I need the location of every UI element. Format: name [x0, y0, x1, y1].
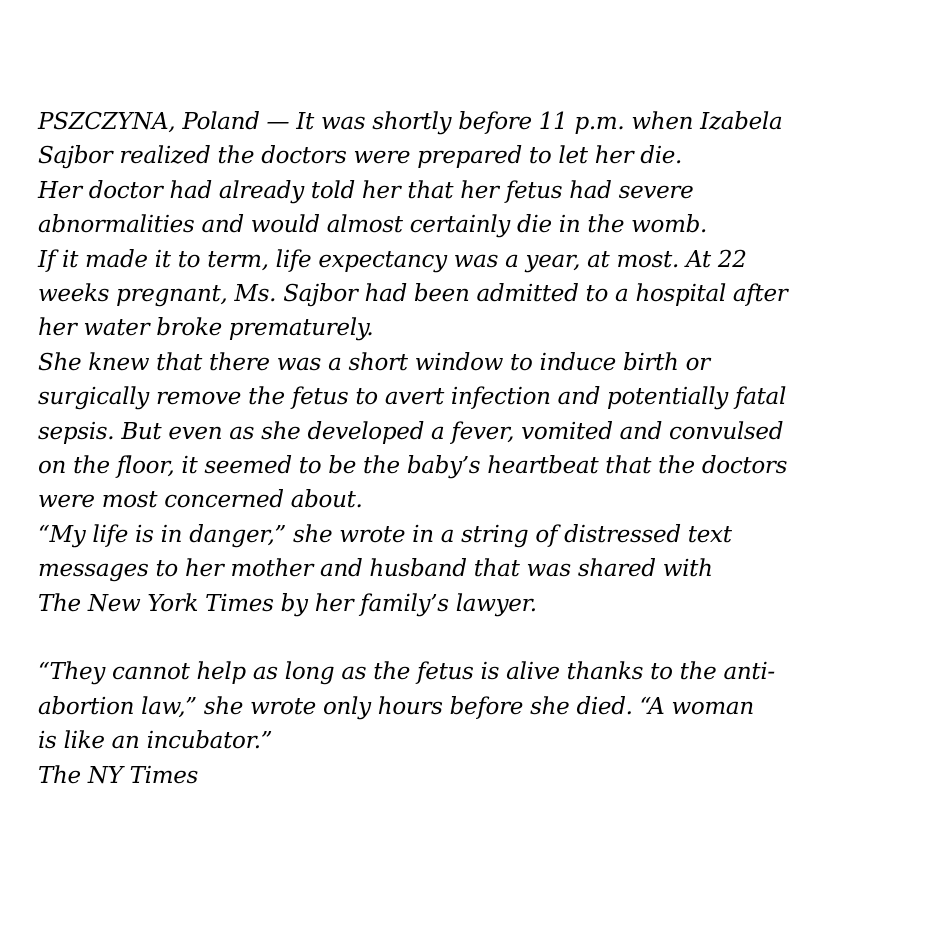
text-line: surgically remove the fetus to avert infection and potentially fatal	[38, 384, 787, 411]
text-line: abortion law,” she wrote only hours before she died. “A woman	[38, 693, 754, 720]
source-credit: The NY Times	[38, 762, 199, 789]
text-line: weeks pregnant, Ms. Sajbor had been admitted to a hospital after	[38, 281, 788, 308]
text-line: her water broke prematurely.	[38, 315, 374, 342]
article-text	[38, 105, 918, 793]
text-line: “They cannot help as long as the fetus is alive thanks to the anti-	[38, 659, 775, 686]
text-line: If it made it to term, life expectancy was a year, at most. At 22	[38, 246, 747, 273]
text-line: The New York Times by her family’s lawyer.	[38, 590, 537, 617]
text-line: messages to her mother and husband that was shared with	[38, 556, 713, 583]
text-line: abnormalities and would almost certainly die in the womb.	[38, 212, 708, 239]
text-line: sepsis. But even as she developed a fever, vomited and convulsed	[38, 418, 784, 445]
paragraph-spacer	[38, 621, 918, 655]
text-line: PSZCZYNA, Poland — It was shortly before 11 p.m. when Izabela	[38, 109, 783, 135]
text-line: Sajbor realized the doctors were prepared to let her die.	[38, 143, 683, 170]
text-line: She knew that there was a short window to induce birth or	[38, 349, 710, 376]
text-line: were most concerned about.	[38, 487, 363, 514]
text-line: is like an incubator.”	[38, 728, 273, 755]
text-line: Her doctor had already told her that her fetus had severe	[38, 177, 694, 204]
text-line: “My life is in danger,” she wrote in a string of distressed text	[38, 521, 732, 548]
text-line: on the floor, it seemed to be the baby’s heartbeat that the doctors	[38, 453, 788, 480]
